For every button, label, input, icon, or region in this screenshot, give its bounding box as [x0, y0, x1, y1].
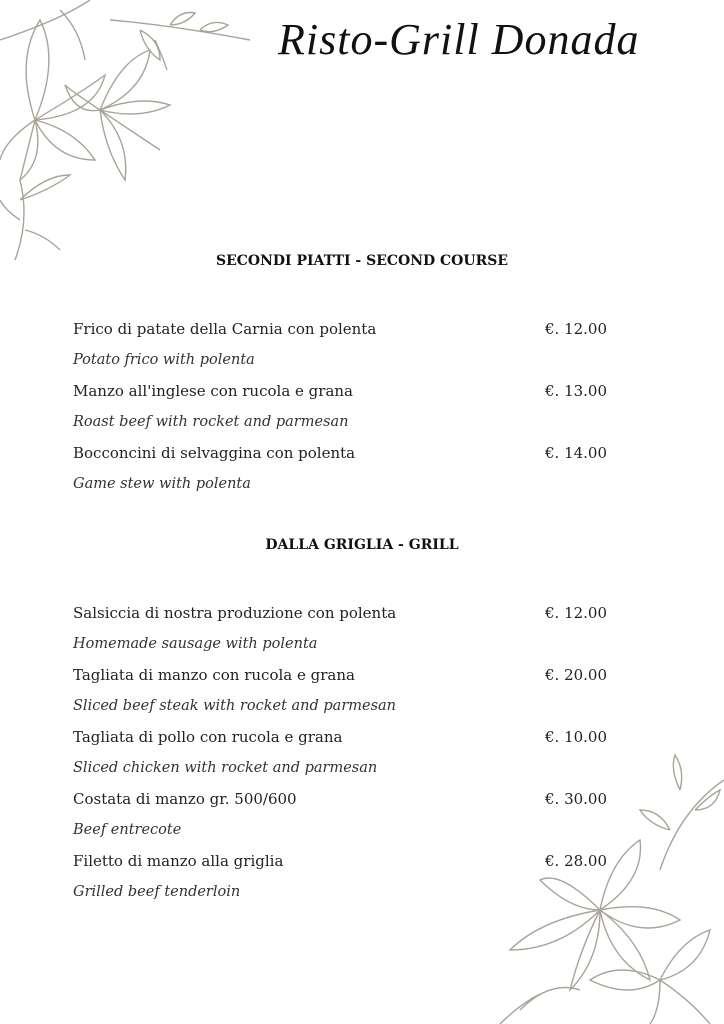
item-price: €. 14.00 — [545, 444, 608, 462]
item-price: €. 10.00 — [545, 728, 608, 746]
menu-item — [73, 601, 613, 625]
item-translation-text: Sliced chicken with rocket and parmesan — [73, 760, 378, 776]
item-name: Costata di manzo gr. 500/600 — [73, 790, 297, 808]
item-name: Filetto di manzo alla griglia — [73, 852, 284, 870]
section-heading-secondi: SECONDI PIATTI - SECOND COURSE — [216, 253, 508, 269]
floral-decoration-top-left — [0, 0, 260, 260]
item-name: Frico di patate della Carnia con polenta — [73, 320, 377, 338]
item-price: €. 12.00 — [545, 320, 608, 338]
item-translation-text: Sliced beef steak with rocket and parmesan — [73, 698, 397, 714]
menu-item — [73, 441, 613, 465]
menu-item — [73, 317, 613, 341]
item-price: €. 12.00 — [545, 604, 608, 622]
item-translation-text: Homemade sausage with polenta — [73, 636, 318, 652]
item-translation-text: Game stew with polenta — [73, 476, 251, 492]
item-price: €. 20.00 — [545, 666, 608, 684]
item-price: €. 28.00 — [545, 852, 608, 870]
menu-item — [73, 663, 613, 687]
item-translation — [73, 348, 613, 372]
menu-item — [73, 725, 613, 749]
item-translation — [73, 472, 613, 496]
item-translation — [73, 410, 613, 434]
item-translation-text: Potato frico with polenta — [73, 352, 255, 368]
item-price: €. 30.00 — [545, 790, 608, 808]
item-price: €. 13.00 — [545, 382, 608, 400]
item-name: Tagliata di pollo con rucola e grana — [73, 728, 343, 746]
item-translation — [73, 632, 613, 656]
item-name: Tagliata di manzo con rucola e grana — [73, 666, 355, 684]
item-name: Manzo all'inglese con rucola e grana — [73, 382, 353, 400]
section-heading-grill: DALLA GRIGLIA - GRILL — [265, 537, 459, 553]
item-translation — [73, 694, 613, 718]
restaurant-title: Risto-Grill Donada — [278, 15, 640, 64]
item-name: Bocconcini di selvaggina con polenta — [73, 444, 356, 462]
item-translation-text: Grilled beef tenderloin — [73, 884, 241, 900]
item-translation-text: Roast beef with rocket and parmesan — [73, 414, 349, 430]
item-translation-text: Beef entrecote — [73, 822, 182, 838]
item-name: Salsiccia di nostra produzione con polenta — [73, 604, 397, 622]
floral-decoration-bottom-right — [480, 750, 724, 1024]
menu-item — [73, 379, 613, 403]
